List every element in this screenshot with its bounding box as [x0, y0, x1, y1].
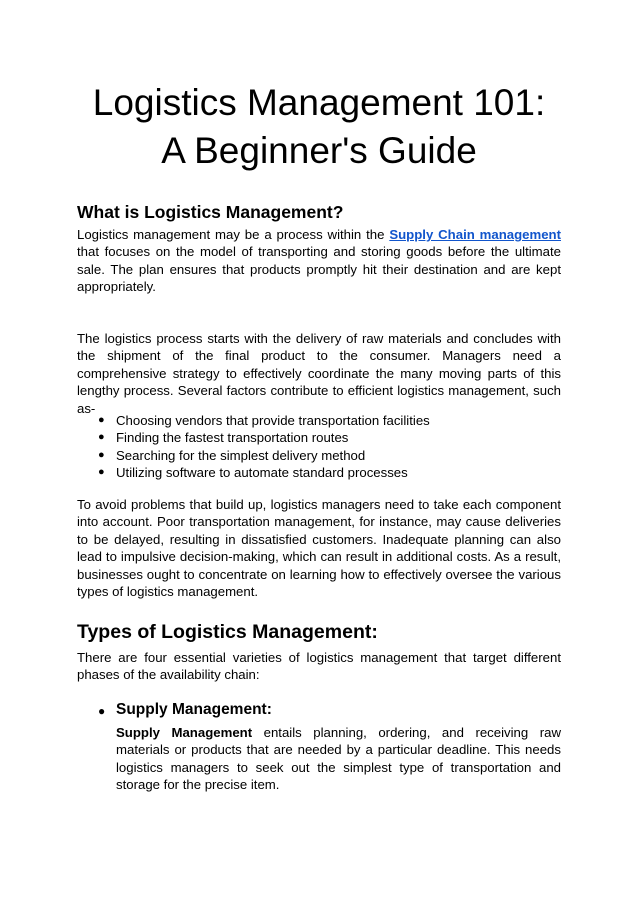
supply-management-text: entails planning, ordering, and receiving raw materials or products that are needed by a particular deadline. This needs logistics managers to seek out the simplest type of transportation and storage for the precise item. — [116, 725, 562, 793]
avoid-problems-paragraph: To avoid problems that build up, logistics managers need to take each component into account. Poor transportation management, for instance, may cause deliveries to be delayed, resulting in dissatisfied customers. Inadequate planning can also lead to impulsive decision-making, which can result in additional costs. As a result, businesses ought to concentrate on learning how to effectively oversee the various types of logistics management. — [77, 497, 561, 600]
bullet-icon: ● — [98, 431, 105, 444]
supply-management-description — [116, 724, 561, 794]
list-item — [77, 412, 561, 429]
intro-text-after-link: that focuses on the model of transporting and storing goods before the ultimate sale. The plan ensures that products promptly hit their destination and are kept appropriately. — [77, 244, 561, 295]
list-item — [77, 464, 561, 481]
list-item-text: Utilizing software to automate standard processes — [116, 465, 408, 481]
list-item-text: Searching for the simplest delivery method — [116, 447, 366, 463]
bullet-icon: ● — [98, 414, 105, 426]
document-title — [0, 79, 638, 175]
bullet-icon: ● — [98, 466, 105, 479]
intro-text-before-link: Logistics management may be a process within the — [77, 227, 390, 242]
supply-management-bold-term: Supply Management — [116, 725, 253, 740]
supply-management-heading — [77, 699, 561, 721]
section-heading-types: Types of Logistics Management: — [77, 621, 378, 643]
list-item-text: Choosing vendors that provide transportation facilities — [116, 413, 430, 428]
title-line-1: Logistics Management 101: — [92, 82, 546, 123]
list-item — [77, 447, 561, 464]
types-intro-paragraph: There are four essential varieties of logistics management that target different phases of the availability chain: — [77, 650, 561, 683]
supply-management-item — [77, 699, 561, 794]
supply-management-heading-text: Supply Management: — [116, 701, 272, 718]
bullet-icon: ● — [98, 448, 105, 461]
list-item-text: Finding the fastest transportation routes — [116, 430, 349, 446]
bullet-icon: ● — [98, 704, 106, 718]
intro-paragraph — [77, 226, 561, 296]
section-heading-what-is: What is Logistics Management? — [77, 202, 344, 222]
list-item — [77, 429, 561, 446]
supply-chain-management-link[interactable]: Supply Chain management — [389, 227, 561, 242]
factors-bullet-list — [77, 412, 561, 482]
logistics-process-paragraph: The logistics process starts with the delivery of raw materials and concludes with the shipment of the final product to the consumer. Managers need a comprehensive strategy to effectively coordinate the many moving parts of this lengthy process. Several factors contribute to efficient logistics management, such as- — [77, 331, 561, 416]
title-line-2: A Beginner's Guide — [161, 130, 477, 171]
